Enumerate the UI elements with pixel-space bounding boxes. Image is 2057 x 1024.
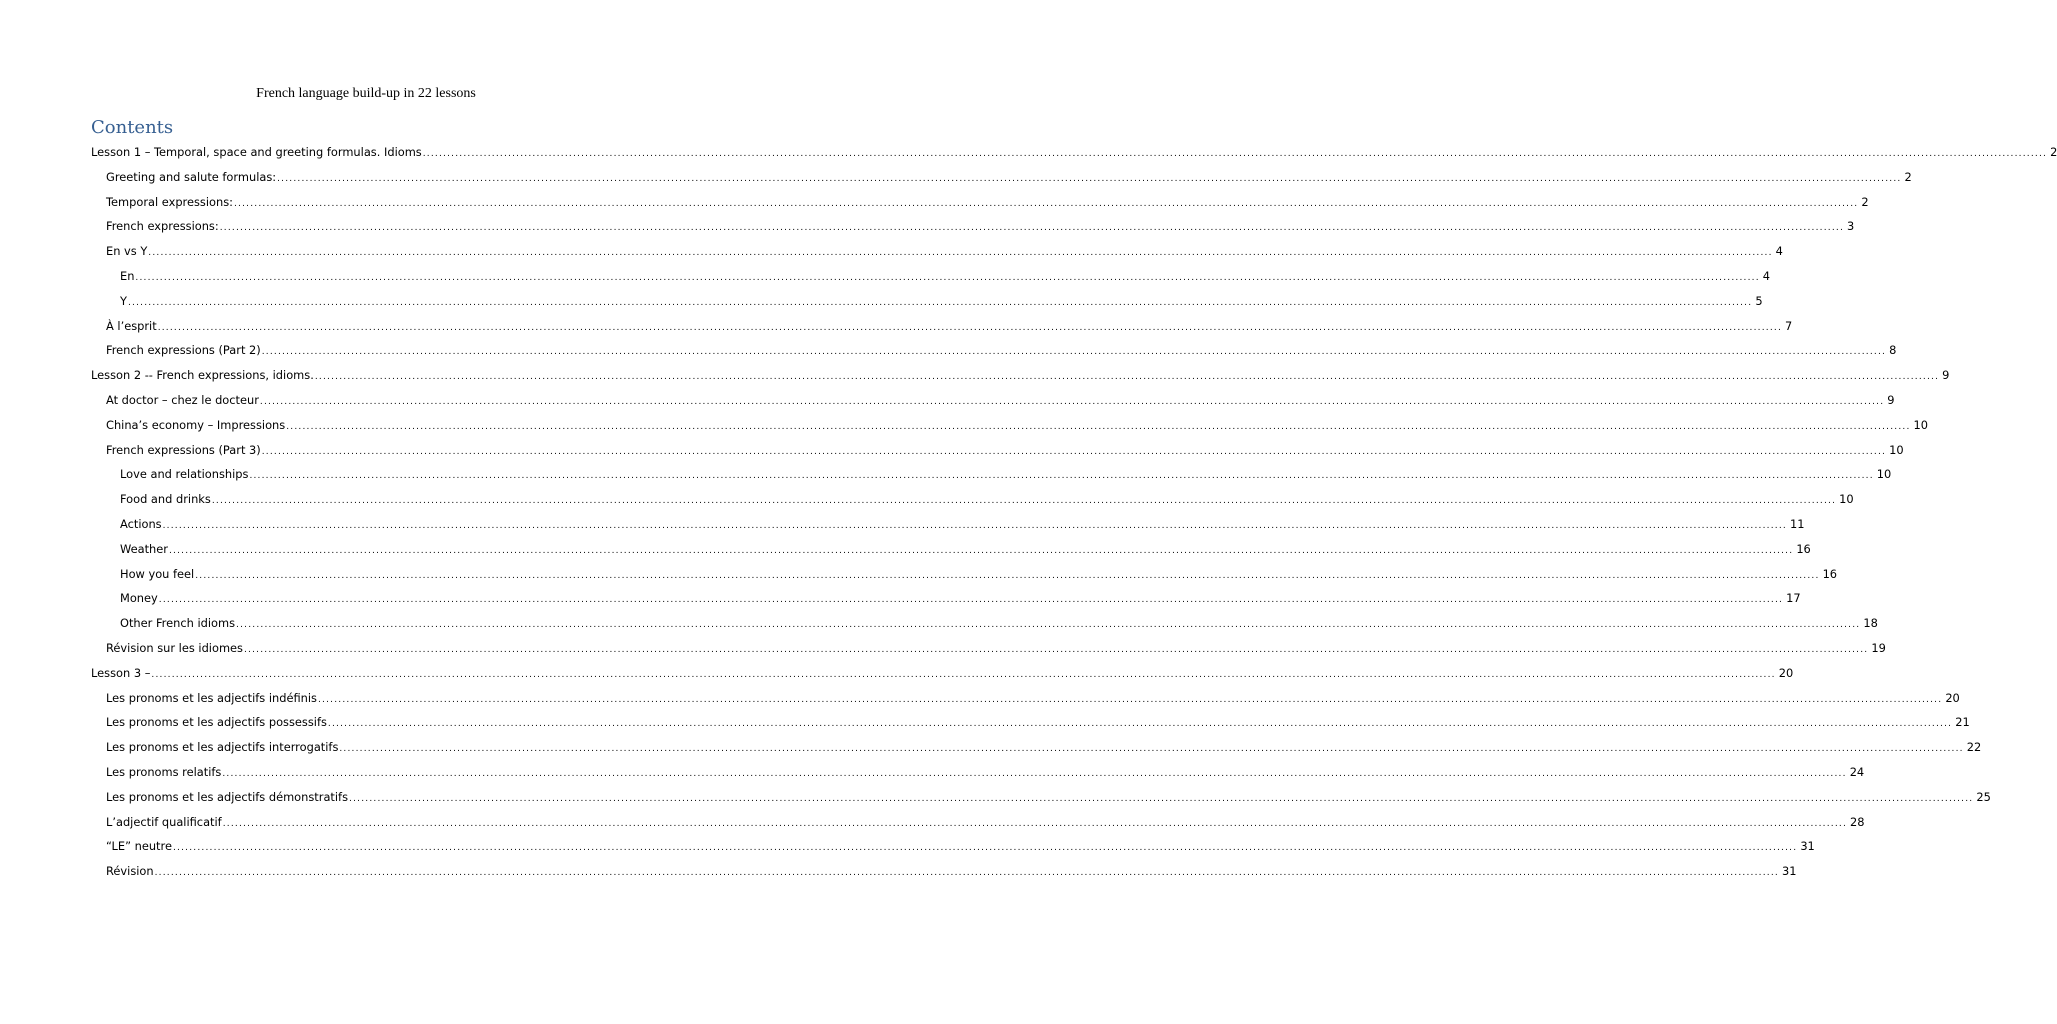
toc-entry-label: Y (120, 293, 127, 308)
toc-entry-label: French expressions: (106, 219, 219, 234)
toc-entry-label: Weather (120, 541, 168, 556)
toc-entry-page-number: 19 (1871, 641, 1886, 655)
toc-dot-leader: ................................................................................................................................................................................................................................................................................................................................................................................................................ (339, 744, 1964, 755)
toc-dot-leader: ................................................................................................................................................................................................................................................................................................................................................................................................................ (195, 570, 1820, 581)
toc-dot-leader: ................................................................................................................................................................................................................................................................................................................................................................................................................ (168, 545, 1794, 556)
toc-entry-label: Les pronoms et les adjectifs possessifs (106, 715, 327, 730)
toc-entry[interactable] (106, 165, 1912, 189)
toc-entry[interactable] (106, 338, 1897, 362)
toc-entry[interactable] (106, 239, 1783, 263)
toc-entry-page-number: 16 (1796, 541, 1811, 556)
toc-entry-label: En vs Y (106, 244, 148, 259)
toc-entry[interactable] (120, 487, 1854, 511)
toc-entry-label: China’s economy – Impressions (106, 417, 286, 432)
toc-dot-leader: ................................................................................................................................................................................................................................................................................................................................................................................................................ (243, 645, 1869, 655)
toc-entry-page-number: 20 (1778, 665, 1794, 680)
toc-entry[interactable] (120, 462, 1892, 486)
toc-entry[interactable] (106, 785, 1991, 809)
toc-entry-page-number: 2 (1904, 169, 1912, 184)
toc-entry-label: L’adjectif qualificatif (106, 814, 222, 829)
toc-entry-page-number: 9 (1942, 368, 1950, 383)
toc-entry-label: French expressions (Part 2) (106, 343, 261, 358)
toc-entry-label: Révision (106, 864, 154, 879)
toc-entry-label: À l’esprit (106, 318, 157, 333)
toc-entry-label: At doctor – chez le docteur (106, 393, 259, 407)
contents-heading: Contents (91, 117, 174, 138)
toc-entry-label: Food and drinks (120, 492, 211, 507)
toc-dot-leader: ................................................................................................................................................................................................................................................................................................................................................................................................................ (234, 198, 1859, 209)
toc-entry-label: “LE” neutre (106, 839, 172, 854)
toc-dot-leader: ................................................................................................................................................................................................................................................................................................................................................................................................................ (158, 595, 1784, 606)
toc-entry[interactable] (106, 686, 1960, 710)
toc-entry-label: Les pronoms et les adjectifs interrogatifs (106, 740, 339, 755)
toc-entry-page-number: 3 (1847, 219, 1855, 234)
toc-entry[interactable] (106, 810, 1865, 834)
toc-entry-page-number: 18 (1863, 616, 1878, 631)
toc-entry-label: Lesson 2 -- French expressions, idioms. (91, 368, 314, 383)
toc-entry-page-number: 9 (1887, 393, 1895, 407)
toc-entry-page-number: 4 (1762, 269, 1771, 283)
toc-dot-leader: ................................................................................................................................................................................................................................................................................................................................................................................................................ (249, 471, 1874, 482)
toc-entry-page-number: 20 (1945, 690, 1960, 705)
toc-entry[interactable] (106, 314, 1793, 338)
toc-dot-leader: ................................................................................................................................................................................................................................................................................................................................................................................................................ (219, 223, 1845, 234)
toc-entry-label: En (120, 269, 135, 283)
toc-entry-label: Lesson 3 – (91, 665, 151, 680)
toc-entry-label: Actions (120, 517, 162, 531)
toc-entry[interactable] (106, 214, 1855, 238)
toc-dot-leader: ................................................................................................................................................................................................................................................................................................................................................................................................................ (172, 843, 1798, 854)
toc-entry[interactable] (106, 760, 1865, 784)
toc-dot-leader: ................................................................................................................................................................................................................................................................................................................................................................................................................ (162, 521, 1787, 531)
toc-dot-leader: ................................................................................................................................................................................................................................................................................................................................................................................................................ (261, 446, 1887, 457)
toc-dot-leader: ................................................................................................................................................................................................................................................................................................................................................................................................................ (277, 173, 1902, 184)
toc-dot-leader: ................................................................................................................................................................................................................................................................................................................................................................................................................ (127, 297, 1753, 308)
toc-entry[interactable] (120, 586, 1801, 610)
toc-dot-leader: ................................................................................................................................................................................................................................................................................................................................................................................................................ (222, 818, 1848, 829)
toc-entry-label: Les pronoms et les adjectifs indéfinis (106, 690, 317, 705)
toc-entry[interactable] (106, 710, 1970, 734)
toc-dot-leader: ................................................................................................................................................................................................................................................................................................................................................................................................................ (259, 397, 1885, 407)
toc-entry-label: How you feel (120, 566, 195, 581)
toc-entry[interactable] (91, 140, 2057, 164)
toc-dot-leader: ................................................................................................................................................................................................................................................................................................................................................................................................................ (286, 421, 1911, 432)
toc-dot-leader: ................................................................................................................................................................................................................................................................................................................................................................................................................ (154, 868, 1779, 879)
toc-entry-page-number: 10 (1876, 467, 1892, 482)
toc-entry[interactable] (106, 190, 1869, 214)
toc-entry-page-number: 2 (2050, 145, 2057, 159)
toc-entry-label: Lesson 1 – Temporal, space and greeting formulas. Idioms (91, 145, 422, 159)
toc-entry[interactable] (106, 834, 1815, 858)
toc-entry-page-number: 10 (1889, 442, 1904, 457)
toc-entry-page-number: 24 (1849, 765, 1865, 779)
toc-entry[interactable] (106, 859, 1797, 883)
toc-entry-page-number: 31 (1781, 864, 1797, 879)
toc-entry-page-number: 22 (1966, 740, 1982, 755)
toc-entry[interactable] (106, 636, 1886, 660)
toc-entry[interactable] (120, 289, 1763, 313)
toc-entry-page-number: 4 (1775, 244, 1783, 259)
toc-entry-label: Les pronoms relatifs (106, 765, 222, 779)
document-title: French language build-up in 22 lessons (256, 86, 476, 101)
toc-dot-leader: ................................................................................................................................................................................................................................................................................................................................................................................................................ (349, 793, 1974, 804)
toc-entry[interactable] (91, 661, 1794, 685)
toc-entry-page-number: 8 (1889, 343, 1897, 358)
toc-entry-label: Love and relationships (120, 467, 249, 482)
toc-entry[interactable] (120, 512, 1805, 536)
toc-entry[interactable] (120, 611, 1878, 635)
toc-entry-label: Other French idioms (120, 616, 236, 631)
toc-dot-leader: ................................................................................................................................................................................................................................................................................................................................................................................................................ (261, 347, 1887, 358)
toc-entry-page-number: 5 (1755, 293, 1763, 308)
toc-entry-label: Greeting and salute formulas: (106, 169, 277, 184)
toc-dot-leader: ................................................................................................................................................................................................................................................................................................................................................................................................................ (317, 694, 1943, 705)
toc-dot-leader: ................................................................................................................................................................................................................................................................................................................................................................................................................ (222, 769, 1847, 779)
toc-dot-leader: ................................................................................................................................................................................................................................................................................................................................................................................................................ (211, 496, 1837, 507)
toc-entry-page-number: 21 (1955, 715, 1970, 730)
toc-entry-label: Les pronoms et les adjectifs démonstratifs (106, 789, 349, 804)
toc-dot-leader: ................................................................................................................................................................................................................................................................................................................................................................................................................ (236, 620, 1861, 631)
toc-entry-page-number: 28 (1850, 814, 1865, 829)
toc-dot-leader: ................................................................................................................................................................................................................................................................................................................................................................................................................ (327, 719, 1953, 730)
toc-dot-leader: ................................................................................................................................................................................................................................................................................................................................................................................................................ (314, 372, 1940, 383)
toc-dot-leader: ................................................................................................................................................................................................................................................................................................................................................................................................................ (157, 322, 1783, 333)
toc-entry-label: French expressions (Part 3) (106, 442, 261, 457)
toc-entry-label: Révision sur les idiomes (106, 641, 243, 655)
toc-entry[interactable] (120, 537, 1811, 561)
toc-entry[interactable] (120, 264, 1771, 288)
toc-entry-page-number: 10 (1839, 492, 1854, 507)
toc-dot-leader: ................................................................................................................................................................................................................................................................................................................................................................................................................ (148, 248, 1773, 259)
toc-entry[interactable] (106, 413, 1929, 437)
toc-entry[interactable] (106, 388, 1895, 412)
toc-dot-leader: ................................................................................................................................................................................................................................................................................................................................................................................................................ (422, 149, 2048, 159)
toc-entry-label: Temporal expressions: (106, 194, 233, 209)
toc-entry-page-number: 25 (1976, 789, 1991, 804)
toc-entry[interactable] (120, 562, 1838, 586)
toc-entry[interactable] (91, 363, 1950, 387)
toc-dot-leader: ................................................................................................................................................................................................................................................................................................................................................................................................................ (135, 273, 1760, 283)
toc-dot-leader: ................................................................................................................................................................................................................................................................................................................................................................................................................ (151, 669, 1776, 680)
toc-entry-page-number: 17 (1786, 591, 1801, 606)
toc-entry-page-number: 16 (1822, 566, 1838, 581)
toc-entry[interactable] (106, 438, 1904, 462)
toc-entry-page-number: 10 (1913, 417, 1929, 432)
toc-entry-label: Money (120, 591, 158, 606)
toc-entry-page-number: 7 (1785, 318, 1793, 333)
toc-entry-page-number: 31 (1800, 839, 1815, 854)
toc-entry-page-number: 11 (1789, 517, 1805, 531)
toc-entry[interactable] (106, 735, 1982, 759)
toc-entry-page-number: 2 (1861, 194, 1869, 209)
